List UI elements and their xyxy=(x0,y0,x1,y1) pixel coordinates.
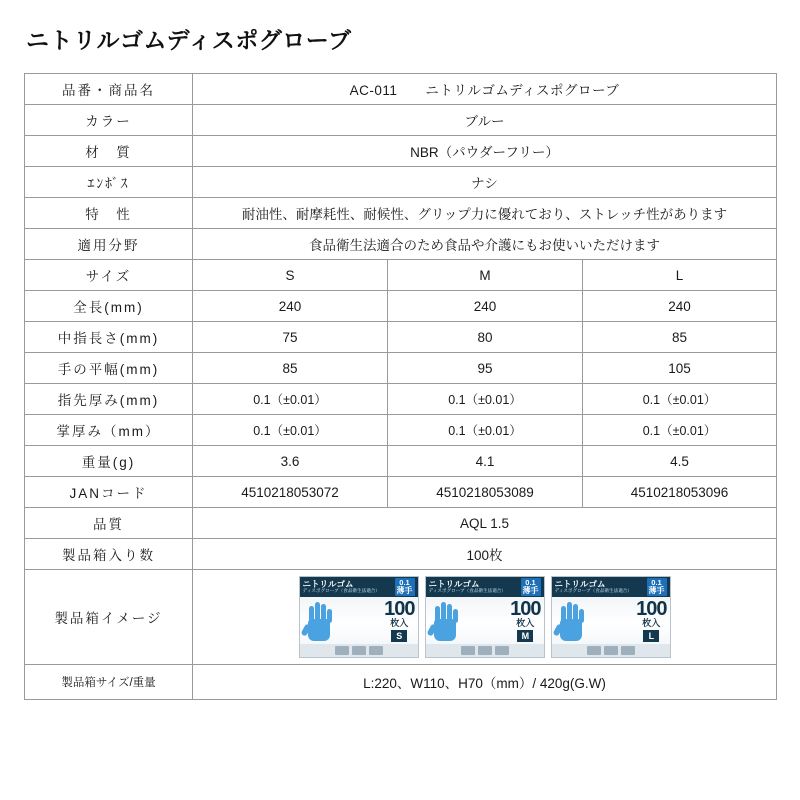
glove-icon xyxy=(555,599,589,643)
table-row xyxy=(25,508,777,539)
row-label: 製品箱サイズ/重量 xyxy=(25,665,193,700)
box-thickness-badge xyxy=(647,578,667,596)
row-value-m: 240 xyxy=(388,291,583,322)
row-label: JANコード xyxy=(25,477,193,508)
box-brand: ニトリルゴム ディスポグローブ（食品衛生法適合） xyxy=(302,578,380,594)
box-thickness-value: 0.1 xyxy=(525,577,536,587)
row-value-m: M xyxy=(388,260,583,291)
box-footer xyxy=(426,644,544,657)
row-value-m: 95 xyxy=(388,353,583,384)
page-title: ニトリルゴムディスポグローブ xyxy=(26,27,352,53)
table-row xyxy=(25,74,777,105)
box-count-unit: 枚入 xyxy=(642,618,661,628)
row-value-m: 4510218053089 xyxy=(388,477,583,508)
table-row xyxy=(25,105,777,136)
certification-mark-icon xyxy=(621,646,635,655)
row-value-s: 3.6 xyxy=(193,446,388,477)
certification-mark-icon xyxy=(335,646,349,655)
box-brand-sub: ディスポグローブ（食品衛生法適合） xyxy=(428,588,506,594)
row-value: AC-011 ニトリルゴムディスポグローブ xyxy=(193,74,777,105)
table-row-product-box-image xyxy=(25,570,777,665)
row-value: L:220、W110、H70（mm）/ 420g(G.W) xyxy=(193,665,777,700)
row-value: ナシ xyxy=(193,167,777,198)
row-value-s: 240 xyxy=(193,291,388,322)
box-thin-label: 薄手 xyxy=(396,585,413,595)
table-row xyxy=(25,415,777,446)
row-label: 品番・商品名 xyxy=(25,74,193,105)
certification-mark-icon xyxy=(604,646,618,655)
table-row xyxy=(25,539,777,570)
box-thin-label: 薄手 xyxy=(522,585,539,595)
certification-mark-icon xyxy=(352,646,366,655)
row-value: 100枚 xyxy=(193,539,777,570)
table-row xyxy=(25,229,777,260)
certification-mark-icon xyxy=(478,646,492,655)
row-value-m: 0.1（±0.01） xyxy=(388,415,583,446)
row-value-m: 80 xyxy=(388,322,583,353)
box-header xyxy=(426,577,544,597)
row-value-m: 4.1 xyxy=(388,446,583,477)
row-value-s: 0.1（±0.01） xyxy=(193,384,388,415)
certification-mark-icon xyxy=(369,646,383,655)
certification-mark-icon xyxy=(587,646,601,655)
table-row xyxy=(25,384,777,415)
table-row xyxy=(25,260,777,291)
box-thickness-value: 0.1 xyxy=(399,577,410,587)
box-count xyxy=(636,599,666,642)
box-thickness-value: 0.1 xyxy=(651,577,662,587)
box-brand-sub: ディスポグローブ（食品衛生法適合） xyxy=(554,588,632,594)
row-label: 重量(g) xyxy=(25,446,193,477)
row-value-s: 85 xyxy=(193,353,388,384)
box-body xyxy=(300,597,418,644)
row-value-s: 0.1（±0.01） xyxy=(193,415,388,446)
table-row xyxy=(25,353,777,384)
row-label: 掌厚み（mm） xyxy=(25,415,193,446)
box-thickness-badge xyxy=(395,578,415,596)
table-row xyxy=(25,665,777,700)
row-value: 耐油性、耐摩耗性、耐候性、グリップ力に優れており、ストレッチ性があります xyxy=(193,198,777,229)
box-footer xyxy=(300,644,418,657)
row-value-l: L xyxy=(583,260,777,291)
row-label: カラー xyxy=(25,105,193,136)
row-label: 手の平幅(mm) xyxy=(25,353,193,384)
row-value-l: 0.1（±0.01） xyxy=(583,384,777,415)
product-box-images xyxy=(193,570,777,665)
row-label: ｴﾝﾎﾞｽ xyxy=(25,167,193,198)
box-header xyxy=(300,577,418,597)
row-label: 中指長さ(mm) xyxy=(25,322,193,353)
box-size-badge: L xyxy=(643,630,659,642)
box-thin-label: 薄手 xyxy=(648,585,665,595)
product-box-m xyxy=(425,576,545,658)
row-value-l: 4510218053096 xyxy=(583,477,777,508)
row-value-m: 0.1（±0.01） xyxy=(388,384,583,415)
row-value-l: 85 xyxy=(583,322,777,353)
box-count-unit: 枚入 xyxy=(390,618,409,628)
row-value-l: 105 xyxy=(583,353,777,384)
row-value-s: S xyxy=(193,260,388,291)
box-size-badge: M xyxy=(517,630,533,642)
box-count xyxy=(510,599,540,642)
certification-mark-icon xyxy=(495,646,509,655)
box-brand-sub: ディスポグローブ（食品衛生法適合） xyxy=(302,588,380,594)
row-value-s: 75 xyxy=(193,322,388,353)
box-header xyxy=(552,577,670,597)
table-row xyxy=(25,198,777,229)
row-value: ブルー xyxy=(193,105,777,136)
product-box-s xyxy=(299,576,419,658)
row-value-l: 4.5 xyxy=(583,446,777,477)
product-box-l xyxy=(551,576,671,658)
row-label: 適用分野 xyxy=(25,229,193,260)
row-label: 指先厚み(mm) xyxy=(25,384,193,415)
table-row xyxy=(25,322,777,353)
box-count xyxy=(384,599,414,642)
box-body xyxy=(426,597,544,644)
box-brand: ニトリルゴム ディスポグローブ（食品衛生法適合） xyxy=(554,578,632,594)
certification-mark-icon xyxy=(461,646,475,655)
box-count-unit: 枚入 xyxy=(516,618,535,628)
table-row xyxy=(25,167,777,198)
box-count-number: 100 xyxy=(384,598,415,620)
glove-icon xyxy=(303,599,337,643)
row-value-l: 0.1（±0.01） xyxy=(583,415,777,446)
glove-icon xyxy=(429,599,463,643)
table-row xyxy=(25,136,777,167)
row-value: AQL 1.5 xyxy=(193,508,777,539)
row-value: NBR（パウダーフリー） xyxy=(193,136,777,167)
specification-table xyxy=(24,73,777,700)
box-count-number: 100 xyxy=(636,598,667,620)
row-label: 製品箱入り数 xyxy=(25,539,193,570)
row-label: 特 性 xyxy=(25,198,193,229)
row-label: 品質 xyxy=(25,508,193,539)
table-row xyxy=(25,291,777,322)
box-thickness-badge xyxy=(521,578,541,596)
row-label: 材 質 xyxy=(25,136,193,167)
box-body xyxy=(552,597,670,644)
table-row xyxy=(25,446,777,477)
row-label: 全長(mm) xyxy=(25,291,193,322)
box-size-badge: S xyxy=(391,630,407,642)
row-label: サイズ xyxy=(25,260,193,291)
table-row xyxy=(25,477,777,508)
box-count-number: 100 xyxy=(510,598,541,620)
box-footer xyxy=(552,644,670,657)
row-label: 製品箱イメージ xyxy=(25,570,193,665)
row-value-l: 240 xyxy=(583,291,777,322)
row-value: 食品衛生法適合のため食品や介護にもお使いいただけます xyxy=(193,229,777,260)
box-brand: ニトリルゴム ディスポグローブ（食品衛生法適合） xyxy=(428,578,506,594)
row-value-s: 4510218053072 xyxy=(193,477,388,508)
